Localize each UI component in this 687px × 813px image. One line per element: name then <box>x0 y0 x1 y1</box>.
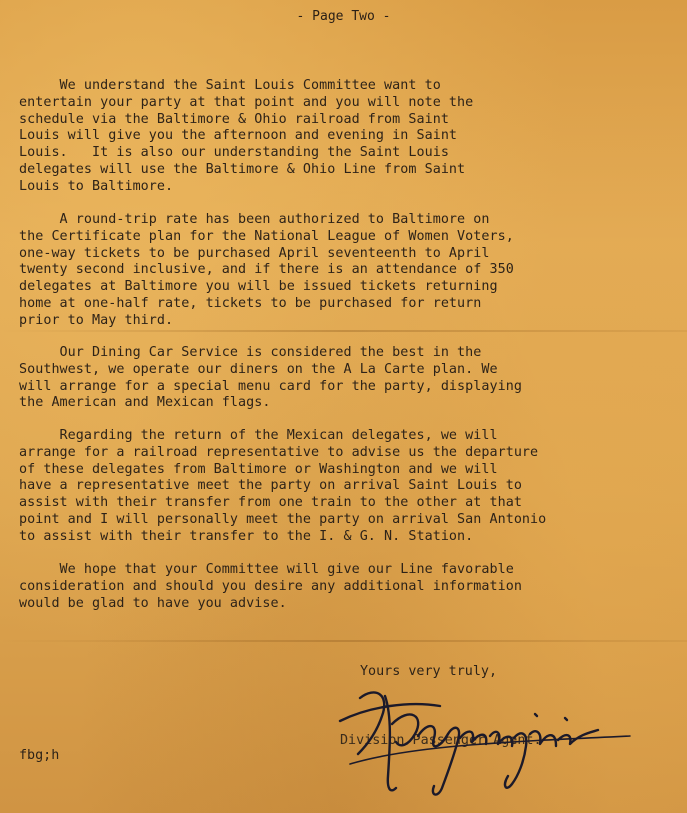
page-number-header: - Page Two - <box>296 9 391 24</box>
signatory-title: Division Passenger Agent. <box>340 733 542 748</box>
paragraph-mexican-delegates: Regarding the return of the Mexican delegates, we will arrange for a railroad representative to advise us the departure of these delegates from Baltimore or Washington and we will have a representative meet the party on arrival Saint Louis to assist with their transfer from one train to the other at that point and I will personally meet the party on arrival San Antonio to assist with their transfer to the I. & G. N. Station. <box>19 428 547 544</box>
closing-salutation: Yours very truly, <box>360 664 498 679</box>
paragraph-closing-request: We hope that your Committee will give our Line favorable consideration and should you desire any additional information would be glad to have you advise. <box>19 562 522 611</box>
handwritten-signature <box>330 676 660 806</box>
paragraph-dining-car: Our Dining Car Service is considered the best in the Southwest, we operate our diners on the A La Carte plan. We will arrange for a special menu card for the party, displaying the American and Mexican flags. <box>19 345 522 411</box>
paper-fold <box>0 640 687 642</box>
paragraph-round-trip-rate: A round-trip rate has been authorized to Baltimore on the Certificate plan for the National League of Women Voters, one-way tickets to be purchased April seventeenth to April twenty second inclusive, and if there is an attendance of 350 delegates at Baltimore you will be issued tickets returning home at one-half rate, tickets to be purchased for return prior to May third. <box>19 212 514 328</box>
paragraph-saint-louis: We understand the Saint Louis Committee want to entertain your party at that point and you will note the schedule via the Baltimore & Ohio railroad from Saint Louis will give you the afternoon and evening in Saint Louis. It is also our understanding the Saint Louis delegates will use the Baltimore & Ohio Line from Saint Louis to Baltimore. <box>19 78 474 194</box>
paper-fold <box>0 330 687 332</box>
typist-initials: fbg;h <box>19 748 60 763</box>
